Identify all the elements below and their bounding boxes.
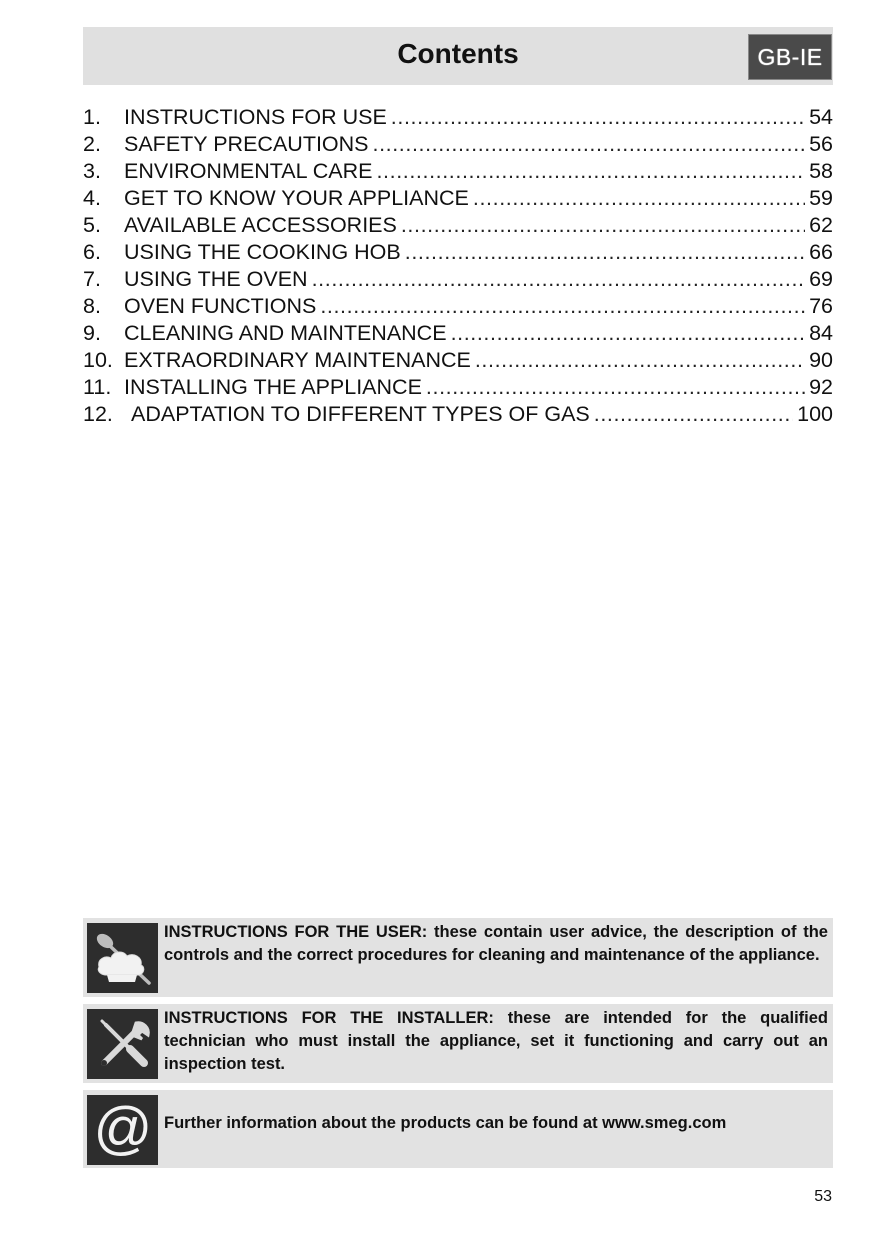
toc-entry-number: 5. — [83, 213, 101, 237]
toc-entry-title: INSTRUCTIONS FOR USE — [124, 105, 387, 129]
toc-leader-dots — [376, 158, 805, 185]
toc-entry[interactable] — [83, 293, 833, 320]
toc-entry-number: 11. — [83, 375, 112, 399]
toc-leader-dots — [320, 293, 805, 320]
page-title: Contents — [397, 38, 519, 69]
toc-entry[interactable] — [83, 266, 833, 293]
further-information-text[interactable]: Further information about the products can be found at www.smeg.com — [164, 1114, 727, 1132]
toc-entry[interactable] — [83, 158, 833, 185]
toc-leader-dots — [405, 239, 805, 266]
user-instructions-text: INSTRUCTIONS FOR THE USER: these contain user advice, the description of the controls and the correct procedures for cleaning and maintenance of the appliance. — [164, 923, 828, 964]
page-number: 53 — [814, 1188, 832, 1205]
wrench-screwdriver-icon — [87, 1009, 158, 1079]
toc-entry-number: 12. — [83, 402, 113, 426]
toc-entry[interactable] — [83, 131, 833, 158]
user-instructions-notice — [83, 918, 833, 997]
contents-header — [83, 27, 833, 85]
toc-entry[interactable] — [83, 212, 833, 239]
toc-entry[interactable] — [83, 320, 833, 347]
toc-entry[interactable] — [83, 374, 833, 401]
toc-entry-title: OVEN FUNCTIONS — [124, 294, 317, 318]
toc-entry-number: 3. — [83, 159, 101, 183]
toc-entry-page: 66 — [809, 240, 833, 264]
further-information-notice — [83, 1090, 833, 1168]
toc-entry-title: ENVIRONMENTAL CARE — [124, 159, 373, 183]
svg-text:@: @ — [93, 1098, 152, 1161]
language-badge: GB-IE — [748, 34, 832, 80]
chef-hat-spoon-icon — [87, 923, 158, 993]
toc-entry-title: SAFETY PRECAUTIONS — [124, 132, 369, 156]
toc-leader-dots — [401, 212, 805, 239]
at-sign-icon — [87, 1095, 158, 1165]
toc-entry-page: 76 — [809, 294, 833, 318]
toc-leader-dots — [426, 374, 805, 401]
toc-entry-page: 69 — [809, 267, 833, 291]
toc-leader-dots — [391, 104, 805, 131]
toc-entry-number: 7. — [83, 267, 101, 291]
toc-entry-number: 6. — [83, 240, 101, 264]
toc-leader-dots — [312, 266, 805, 293]
toc-entry-number: 9. — [83, 321, 101, 345]
toc-leader-dots — [475, 347, 805, 374]
toc-entry[interactable] — [83, 185, 833, 212]
toc-entry-page: 58 — [809, 159, 833, 183]
toc-leader-dots — [451, 320, 806, 347]
toc-leader-dots — [373, 131, 806, 158]
toc-leader-dots — [473, 185, 805, 212]
toc-entry-page: 54 — [809, 105, 833, 129]
toc-entry-number: 4. — [83, 186, 101, 210]
toc-entry[interactable] — [83, 347, 833, 374]
toc-entry-title: INSTALLING THE APPLIANCE — [124, 375, 422, 399]
installer-instructions-notice — [83, 1004, 833, 1083]
toc-entry-title: AVAILABLE ACCESSORIES — [124, 213, 397, 237]
toc-entry-number: 10. — [83, 348, 113, 372]
toc-entry[interactable] — [83, 401, 833, 428]
table-of-contents — [83, 104, 833, 428]
toc-entry-page: 59 — [809, 186, 833, 210]
toc-entry-title: USING THE COOKING HOB — [124, 240, 401, 264]
toc-entry-page: 84 — [809, 321, 833, 345]
toc-entry-title: GET TO KNOW YOUR APPLIANCE — [124, 186, 469, 210]
toc-entry-number: 8. — [83, 294, 101, 318]
toc-entry-page: 92 — [809, 375, 833, 399]
toc-entry-page: 90 — [809, 348, 833, 372]
toc-entry[interactable] — [83, 104, 833, 131]
toc-entry-page: 100 — [797, 402, 833, 426]
toc-entry[interactable] — [83, 239, 833, 266]
installer-instructions-text: INSTRUCTIONS FOR THE INSTALLER: these are intended for the qualified technician who must install the appliance, set it functioning and carry out an inspection test. — [164, 1009, 828, 1073]
toc-entry-title: ADAPTATION TO DIFFERENT TYPES OF GAS — [131, 402, 590, 426]
toc-entry-number: 2. — [83, 132, 101, 156]
toc-entry-number: 1. — [83, 105, 101, 129]
toc-entry-page: 62 — [809, 213, 833, 237]
toc-entry-title: EXTRAORDINARY MAINTENANCE — [124, 348, 471, 372]
toc-entry-page: 56 — [809, 132, 833, 156]
toc-leader-dots — [594, 401, 793, 428]
toc-entry-title: CLEANING AND MAINTENANCE — [124, 321, 447, 345]
toc-entry-title: USING THE OVEN — [124, 267, 308, 291]
